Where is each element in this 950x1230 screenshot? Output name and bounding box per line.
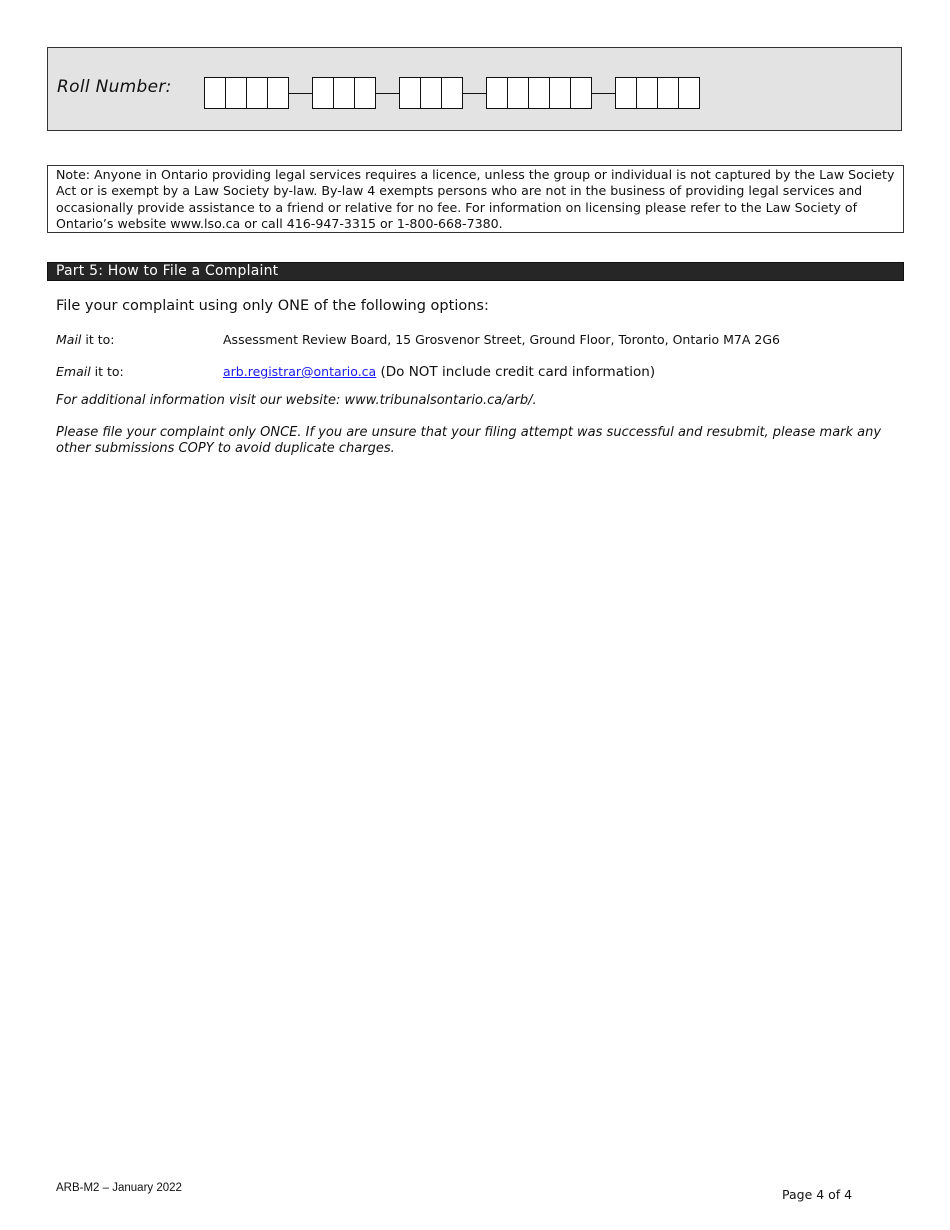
roll-number-digit-input[interactable] [354, 77, 376, 109]
roll-number-digit-input[interactable] [225, 77, 247, 109]
roll-number-fields [204, 77, 700, 109]
roll-number-separator [289, 93, 312, 94]
roll-number-group [615, 77, 700, 109]
mail-address: Assessment Review Board, 15 Grosvenor Street, Ground Floor, Toronto, Ontario M7A 2G6 [223, 332, 780, 347]
roll-number-section [47, 47, 902, 131]
email-row [223, 364, 655, 380]
part5-intro: File your complaint using only ONE of the following options: [56, 298, 489, 314]
roll-number-digit-input[interactable] [636, 77, 658, 109]
roll-number-separator [376, 93, 399, 94]
legal-services-note: Note: Anyone in Ontario providing legal services requires a licence, unless the group or individual is not captured by the Law Society Act or is exempt by a Law Society by-law. By-law 4 exempts persons who are not in the business of providing legal services and occasionally provide assistance to a friend or relative for no fee. For information on licensing please refer to the Law Society of Ontario’s website www.lso.ca or call 416-947-3315 or 1-800-668-7380. [47, 165, 904, 233]
roll-number-group [312, 77, 376, 109]
email-link[interactable]: arb.registrar@ontario.ca [223, 364, 377, 379]
roll-number-digit-input[interactable] [570, 77, 592, 109]
roll-number-group [204, 77, 289, 109]
email-note: (Do NOT include credit card information) [376, 364, 656, 380]
roll-number-digit-input[interactable] [657, 77, 679, 109]
roll-number-digit-input[interactable] [528, 77, 550, 109]
roll-number-digit-input[interactable] [486, 77, 508, 109]
roll-number-digit-input[interactable] [441, 77, 463, 109]
roll-number-digit-input[interactable] [267, 77, 289, 109]
mail-label-italic: Mail [56, 332, 82, 347]
roll-number-group [399, 77, 463, 109]
roll-number-digit-input[interactable] [312, 77, 334, 109]
mail-label-rest: it to: [81, 332, 115, 347]
roll-number-separator [463, 93, 486, 94]
roll-number-digit-input[interactable] [246, 77, 268, 109]
email-label-italic: Email [56, 364, 91, 379]
file-once-text: Please file your complaint only ONCE. If you are unsure that your filing attempt was successful and resubmit, please mark any other submissions COPY to avoid duplicate charges. [56, 425, 882, 456]
roll-number-group [486, 77, 592, 109]
roll-number-digit-input[interactable] [204, 77, 226, 109]
part5-heading: Part 5: How to File a Complaint [47, 262, 904, 281]
email-label [56, 364, 124, 379]
page-number: Page 4 of 4 [782, 1187, 853, 1202]
form-id-footer: ARB-M2 – January 2022 [56, 1182, 182, 1194]
roll-number-digit-input[interactable] [507, 77, 529, 109]
roll-number-digit-input[interactable] [399, 77, 421, 109]
roll-number-digit-input[interactable] [333, 77, 355, 109]
roll-number-digit-input[interactable] [615, 77, 637, 109]
roll-number-label: Roll Number: [57, 77, 172, 97]
roll-number-digit-input[interactable] [678, 77, 700, 109]
email-label-rest: it to: [90, 364, 124, 379]
roll-number-digit-input[interactable] [549, 77, 571, 109]
roll-number-separator [592, 93, 615, 94]
additional-info-text: For additional information visit our website: www.tribunalsontario.ca/arb/. [56, 393, 537, 408]
mail-label [56, 332, 114, 347]
roll-number-digit-input[interactable] [420, 77, 442, 109]
